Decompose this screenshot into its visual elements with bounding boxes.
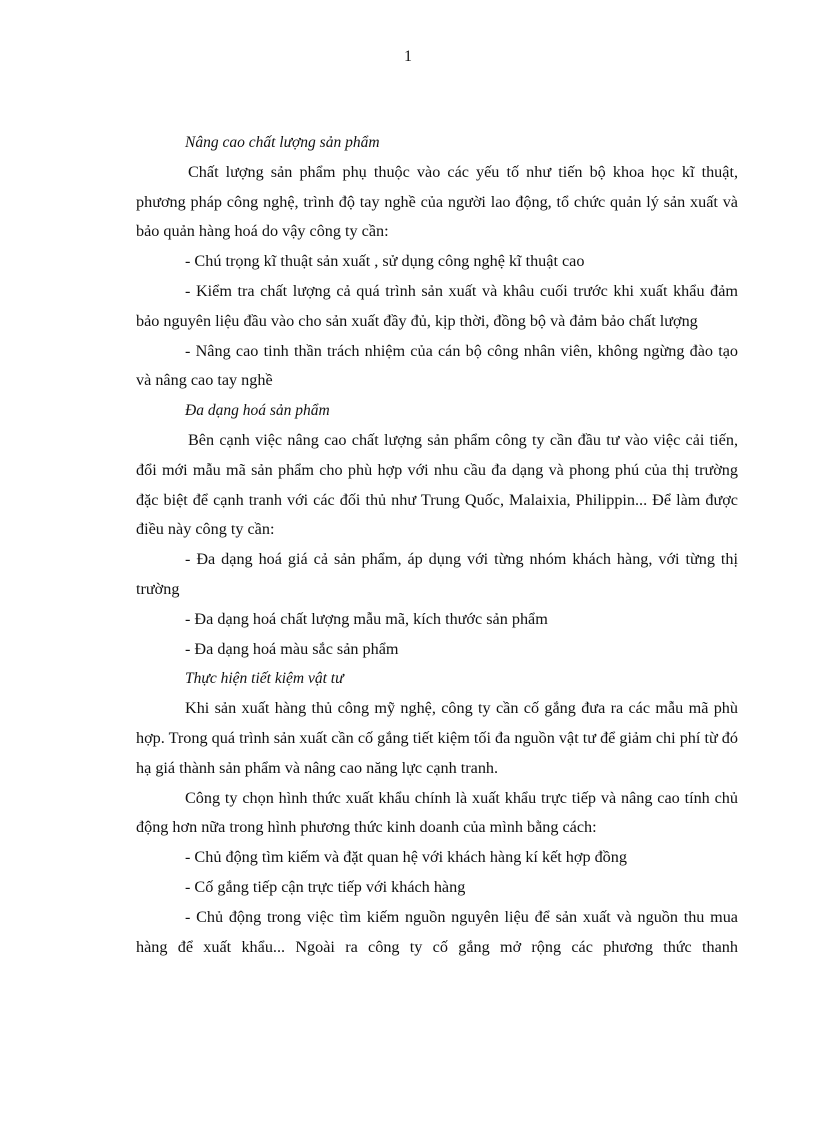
section-heading: Nâng cao chất lượng sản phẩm (185, 134, 380, 151)
section-heading: Đa dạng hoá sản phẩm (185, 402, 330, 420)
list-item: - Chú trọng kĩ thuật sản xuất , sử dụng công nghệ kĩ thuật cao (185, 252, 585, 271)
paragraph: Bên cạnh việc nâng cao chất lượng sản phẩm công ty cần đầu tư vào việc cải tiến, đổi mới mẫu mã sản phẩm cho phù hợp với nhu cầu đa dạng và phong phú của thị trường đặc biệt để cạnh tranh với các đối thủ như Trung Quốc, Malaixia, Philippin... Để làm được điều này công ty cần: (136, 430, 738, 539)
section-heading: Thực hiện tiết kiệm vật tư (185, 670, 344, 688)
list-item: - Đa dạng hoá chất lượng mẫu mã, kích thước sản phẩm (185, 609, 548, 628)
list-item: - Cố gắng tiếp cận trực tiếp với khách hàng (185, 877, 466, 896)
document-body (136, 128, 738, 962)
paragraph: Chất lượng sản phẩm phụ thuộc vào các yếu tố như tiến bộ khoa học kĩ thuật, phương pháp công nghệ, trình độ tay nghề của người lao động, tổ chức quản lý sản xuất và bảo quản hàng hoá do vậy công ty cần: (136, 162, 738, 241)
list-item: - Đa dạng hoá màu sắc sản phẩm (185, 639, 399, 658)
list-item: - Kiểm tra chất lượng cả quá trình sản xuất và khâu cuối trước khi xuất khẩu đảm bảo nguyên liệu đầu vào cho sản xuất đầy đủ, kịp thời, đồng bộ và đảm bảo chất lượng (136, 281, 738, 330)
list-item: - Chủ động trong việc tìm kiếm nguồn nguyên liệu để sản xuất và nguồn thu mua hàng để xuất khẩu... Ngoài ra công ty cố gắng mở rộng các phương thức thanh (136, 907, 738, 956)
list-item: - Chủ động tìm kiếm và đặt quan hệ với khách hàng kí kết hợp đồng (185, 848, 627, 867)
paragraph: Công ty chọn hình thức xuất khẩu chính là xuất khẩu trực tiếp và nâng cao tính chủ động hơn nữa trong hình phương thức kinh doanh của mình bằng cách: (136, 788, 738, 837)
page-number: 1 (404, 48, 412, 65)
list-item: - Đa dạng hoá giá cả sản phẩm, áp dụng với từng nhóm khách hàng, với từng thị trường (136, 550, 738, 598)
list-item: - Nâng cao tinh thần trách nhiệm của cán bộ công nhân viên, không ngừng đào tạo và nâng cao tay nghề (136, 341, 738, 390)
paragraph: Khi sản xuất hàng thủ công mỹ nghệ, công ty cần cố gắng đưa ra các mẫu mã phù hợp. Trong quá trình sản xuất cần cố gắng tiết kiệm tối đa nguồn vật tư để giảm chi phí từ đó hạ giá thành sản phẩm và nâng cao năng lực cạnh tranh. (136, 699, 738, 777)
